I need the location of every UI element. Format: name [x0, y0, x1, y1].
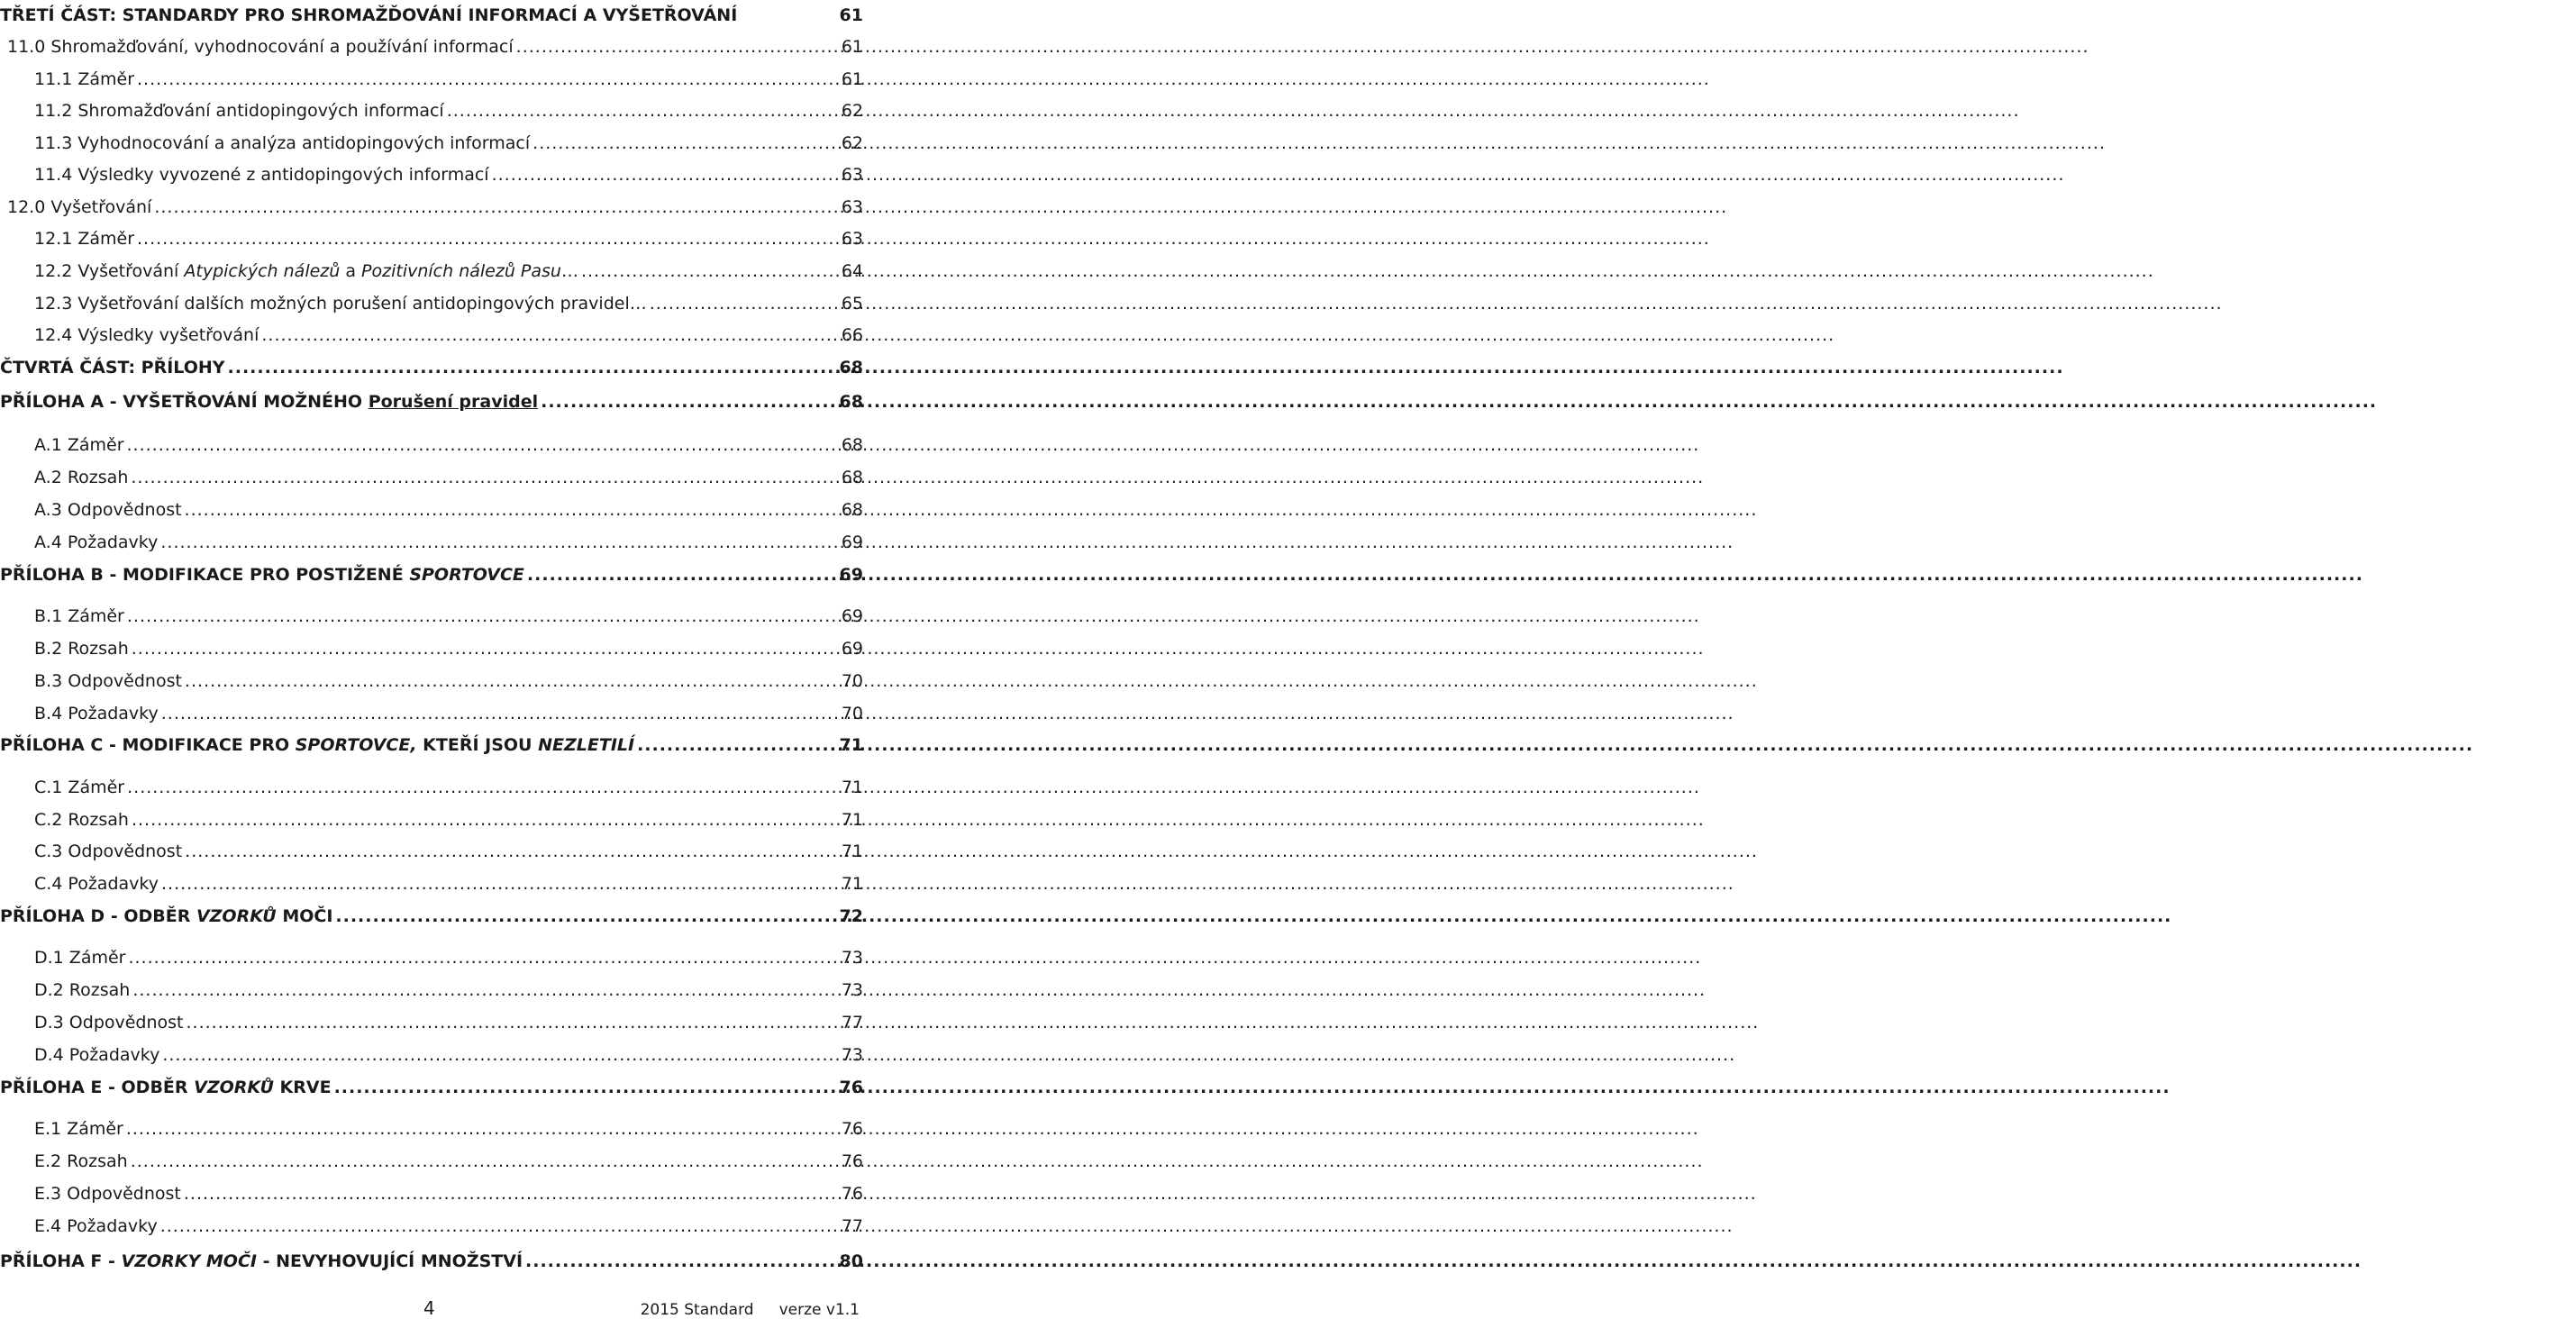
toc-page-number: 61 — [841, 37, 863, 57]
footer-page-number: 4 — [423, 1297, 435, 1319]
toc-entry-title-part: KRVE — [273, 1078, 332, 1097]
toc-entry-title — [34, 1044, 159, 1066]
toc-entry-title — [34, 703, 159, 724]
footer-version: verze v1.1 — [778, 1301, 860, 1319]
toc-entry[interactable] — [0, 391, 865, 413]
toc-entry[interactable] — [0, 1044, 865, 1066]
toc-entry-title — [34, 841, 182, 862]
toc-entry-title-part: PŘÍLOHA E - ODBĚR — [0, 1078, 195, 1097]
toc-entry-title-part: 12.1 Záměr — [34, 229, 135, 249]
toc-page-number: 73 — [841, 980, 863, 1000]
toc-entry[interactable] — [0, 734, 865, 756]
toc-dot-leader — [184, 1183, 839, 1205]
toc-entry[interactable] — [0, 100, 865, 122]
toc-entry-title-part: C.1 Záměr — [34, 778, 125, 797]
toc-entry-title — [34, 293, 647, 314]
toc-entry-title — [34, 68, 134, 90]
toc-page-number: 76 — [839, 1078, 863, 1097]
toc-page-number: 69 — [841, 606, 863, 626]
toc-dot-leader — [160, 1215, 839, 1237]
toc-entry-title-part: VZORKY MOČI — [121, 1251, 257, 1271]
toc-entry-title-part: NEZLETILÍ — [538, 735, 635, 755]
toc-page-number: 76 — [841, 1151, 863, 1171]
toc-page-number: 68 — [841, 468, 863, 487]
toc-dot-leader — [132, 979, 838, 1001]
toc-entry[interactable] — [0, 670, 865, 692]
toc-entry-title — [0, 905, 332, 927]
toc-dot-leader — [637, 734, 836, 756]
toc-page-number: 62 — [841, 133, 863, 153]
toc-entry-title-part: E.3 Odpovědnost — [34, 1184, 181, 1204]
toc-entry[interactable] — [0, 196, 865, 218]
toc-entry-title — [7, 36, 514, 58]
toc-page-number: 61 — [841, 69, 863, 89]
toc-entry-title-part: A.4 Požadavky — [34, 532, 159, 552]
toc-entry-title — [34, 979, 130, 1001]
toc-entry-title — [34, 164, 489, 186]
toc-entry-title-part: 11.2 Shromažďování antidopingových informací — [34, 101, 444, 121]
toc-entry-title-part: - NEVYHOVUJÍCÍ MNOŽSTVÍ — [256, 1251, 523, 1271]
toc-entry-title-part: 12.3 Vyšetřování dalších možných porušení antidopingových pravidel… — [34, 294, 647, 314]
toc-dot-leader — [161, 703, 839, 724]
footer-doc-name: 2015 Standard — [640, 1301, 754, 1319]
toc-entry-title — [34, 1215, 158, 1237]
toc-entry-title-part: 11.3 Vyhodnocování a analýza antidopingových informací — [34, 133, 531, 153]
toc-entry-title — [34, 638, 129, 660]
toc-page-number: 71 — [841, 778, 863, 797]
toc-dot-leader — [160, 532, 838, 553]
toc-entry[interactable] — [0, 873, 865, 895]
toc-entry-title — [34, 100, 444, 122]
toc-page-number: 76 — [841, 1184, 863, 1204]
toc-entry-title-part: B.1 Záměr — [34, 606, 124, 626]
toc-entry-title-part: Pozitivních nálezů Pasu — [361, 261, 561, 281]
toc-dot-leader — [161, 873, 839, 895]
toc-entry[interactable] — [0, 1151, 865, 1172]
toc-entry-title — [0, 1251, 523, 1272]
toc-dot-leader — [228, 357, 837, 378]
toc-entry-title — [34, 1118, 123, 1140]
toc-entry-title — [0, 564, 524, 586]
toc-dot-leader — [185, 670, 839, 692]
toc-dot-leader — [581, 260, 839, 282]
toc-page-number: 71 — [841, 841, 863, 861]
toc-entry-title-part: VZORKŮ — [194, 1078, 274, 1097]
toc-entry[interactable] — [0, 777, 865, 798]
toc-dot-leader — [131, 1151, 839, 1172]
toc-entry-title — [34, 1151, 128, 1172]
toc-dot-leader — [516, 36, 839, 58]
toc-entry-title — [34, 670, 182, 692]
toc-page-number: 73 — [841, 1045, 863, 1065]
toc-entry-title-part: 12.0 Vyšetřování — [7, 197, 152, 217]
toc-entry-title-part: B.3 Odpovědnost — [34, 671, 182, 691]
toc-entry[interactable] — [0, 324, 865, 346]
toc-dot-leader — [187, 1012, 839, 1033]
toc-entry-title-part: C.4 Požadavky — [34, 874, 159, 894]
toc-entry-title-part: D.3 Odpovědnost — [34, 1013, 184, 1032]
toc-entry-title-part: a — [340, 261, 362, 281]
toc-entry-title — [0, 391, 538, 413]
toc-entry-title-part: Porušení pravidel — [368, 392, 539, 412]
toc-entry-title-part: MOČI — [276, 906, 333, 926]
toc-entry-title-part: D.1 Záměr — [34, 948, 126, 968]
toc-entry-title-part: 11.4 Výsledky vyvozené z antidopingových informací — [34, 165, 489, 185]
toc-entry-title — [34, 1012, 184, 1033]
toc-page-number: 66 — [841, 325, 863, 345]
toc-entry[interactable] — [0, 841, 865, 862]
toc-page-number: 71 — [841, 874, 863, 894]
toc-dot-leader — [492, 164, 839, 186]
toc-page-number: 77 — [841, 1013, 863, 1032]
toc-entry-title — [0, 734, 634, 756]
toc-dot-leader — [126, 1118, 839, 1140]
toc-dot-leader — [527, 564, 837, 586]
toc-entry-title-part: B.4 Požadavky — [34, 704, 159, 723]
toc-entry[interactable] — [0, 68, 865, 90]
toc-page-number: 62 — [841, 101, 863, 121]
toc-entry[interactable] — [0, 703, 865, 724]
toc-dot-leader — [334, 1077, 837, 1098]
toc-entry-title-part: E.4 Požadavky — [34, 1216, 158, 1236]
toc-entry[interactable] — [0, 638, 865, 660]
toc-entry[interactable] — [0, 1251, 865, 1272]
toc-entry-title-part: 11.0 Shromažďování, vyhodnocování a používání informací — [7, 37, 514, 57]
toc-dot-leader — [525, 1251, 837, 1272]
toc-entry-title-part: 12.4 Výsledky vyšetřování — [34, 325, 259, 345]
toc-page-number: 63 — [841, 229, 863, 249]
toc-page-number: 77 — [841, 1216, 863, 1236]
toc-entry[interactable] — [0, 228, 865, 250]
toc-entry-title-part: E.2 Rozsah — [34, 1151, 128, 1171]
toc-page-number: 71 — [841, 810, 863, 830]
toc-entry[interactable] — [0, 164, 865, 186]
toc-entry-title-part: D.4 Požadavky — [34, 1045, 160, 1065]
toc-entry[interactable] — [0, 434, 865, 456]
toc-entry-title-part: … — [560, 261, 578, 281]
toc-entry-title — [34, 947, 125, 969]
toc-entry[interactable] — [0, 132, 865, 154]
toc-dot-leader — [650, 293, 839, 314]
toc-entry-title-part: A.3 Odpovědnost — [34, 500, 182, 520]
toc-page-number: 80 — [839, 1251, 863, 1271]
toc-entry-title-part: A.1 Záměr — [34, 435, 124, 455]
toc-page-number: 69 — [841, 639, 863, 659]
toc-entry[interactable] — [0, 905, 865, 927]
toc-entry-title-part: PŘÍLOHA D - ODBĚR — [0, 906, 196, 926]
toc-entry[interactable] — [0, 1215, 865, 1237]
toc-page-number: 63 — [841, 197, 863, 217]
toc-dot-leader — [127, 777, 839, 798]
toc-entry-title-part: VZORKŮ — [196, 906, 277, 926]
toc-page-number: 69 — [839, 565, 863, 585]
toc-page-number: 65 — [841, 294, 863, 314]
toc-page-number: 68 — [839, 358, 863, 378]
toc-entry-title-part: C.2 Rozsah — [34, 810, 129, 830]
toc-entry-title-part: A.2 Rozsah — [34, 468, 129, 487]
toc-page-number: 69 — [841, 532, 863, 552]
toc-dot-leader — [137, 228, 839, 250]
toc-entry-title-part: 12.2 Vyšetřování — [34, 261, 185, 281]
toc-entry[interactable] — [0, 1012, 865, 1033]
toc-dot-leader — [132, 638, 839, 660]
toc-entry-title — [34, 809, 129, 831]
footer-document-info — [641, 1301, 860, 1319]
toc-entry[interactable] — [0, 1118, 865, 1140]
toc-entry-title — [34, 1183, 181, 1205]
toc-entry[interactable] — [0, 564, 865, 586]
toc-entry-title-part: B.2 Rozsah — [34, 639, 129, 659]
toc-page-number: 71 — [839, 735, 863, 755]
toc-entry-title — [34, 532, 158, 553]
toc-dot-leader — [185, 499, 839, 521]
toc-entry-title-part: PŘÍLOHA F - — [0, 1251, 122, 1271]
toc-entry-title — [34, 873, 159, 895]
toc-entry-title-part: E.1 Záměr — [34, 1119, 123, 1139]
toc-page-number: 68 — [839, 392, 863, 412]
toc-entry-title — [34, 499, 182, 521]
toc-entry-title-part: PŘÍLOHA A - VYŠETŘOVÁNÍ MOŽNÉHO — [0, 392, 369, 412]
toc-entry-title — [34, 434, 124, 456]
toc-dot-leader — [447, 100, 839, 122]
toc-dot-leader — [154, 196, 838, 218]
toc-page-number: 73 — [841, 948, 863, 968]
toc-entry-title — [34, 132, 530, 154]
toc-entry-title-part: KTEŘÍ JSOU — [416, 735, 539, 755]
toc-entry[interactable] — [0, 5, 865, 26]
toc-entry-title — [34, 324, 259, 346]
toc-page-number: 70 — [841, 704, 863, 723]
toc-entry-title-part: TŘETÍ ČÁST: STANDARDY PRO SHROMAŽĎOVÁNÍ INFORMACÍ A VYŠETŘOVÁNÍ — [0, 5, 738, 25]
toc-page-number: 70 — [841, 671, 863, 691]
toc-dot-leader — [132, 809, 839, 831]
toc-dot-leader — [335, 905, 836, 927]
toc-dot-leader — [261, 324, 838, 346]
toc-page-number: 64 — [841, 261, 863, 281]
toc-entry[interactable] — [0, 532, 865, 553]
toc-entry-title-part: ČTVRTÁ ČÁST: PŘÍLOHY — [0, 358, 225, 378]
toc-dot-leader — [532, 132, 839, 154]
toc-entry[interactable] — [0, 809, 865, 831]
toc-entry-title-part: PŘÍLOHA B - MODIFIKACE PRO POSTIŽENÉ — [0, 565, 410, 585]
toc-page-number: 68 — [841, 435, 863, 455]
toc-entry-title-part: SPORTOVCE, — [295, 735, 417, 755]
toc-entry-title — [34, 605, 124, 627]
toc-entry[interactable] — [0, 979, 865, 1001]
toc-entry-title — [34, 228, 134, 250]
toc-dot-leader — [162, 1044, 838, 1066]
toc-dot-leader — [127, 605, 839, 627]
toc-dot-leader — [541, 391, 836, 413]
toc-entry[interactable] — [0, 1077, 865, 1098]
toc-entry[interactable] — [0, 605, 865, 627]
toc-page-number: 61 — [839, 5, 863, 25]
toc-page-number: 63 — [841, 165, 863, 185]
toc-dot-leader — [131, 467, 838, 488]
toc-entry-title-part: 11.1 Záměr — [34, 69, 135, 89]
toc-entry[interactable] — [0, 260, 865, 282]
toc-entry[interactable] — [0, 467, 865, 488]
toc-entry-title-part: PŘÍLOHA C - MODIFIKACE PRO — [0, 735, 296, 755]
toc-page-number: 72 — [839, 906, 863, 926]
toc-entry-title — [0, 357, 225, 378]
toc-dot-leader — [127, 434, 839, 456]
toc-entry-title-part: C.3 Odpovědnost — [34, 841, 183, 861]
toc-entry-title — [0, 5, 737, 26]
toc-entry[interactable] — [0, 1183, 865, 1205]
toc-entry[interactable] — [0, 499, 865, 521]
toc-entry-title-part: Atypických nálezů — [184, 261, 341, 281]
toc-entry[interactable] — [0, 947, 865, 969]
toc-entry-title — [7, 196, 151, 218]
toc-entry[interactable] — [0, 36, 865, 58]
toc-entry-title — [34, 260, 578, 282]
toc-entry-title-part: D.2 Rozsah — [34, 980, 131, 1000]
toc-page-number: 68 — [841, 500, 863, 520]
toc-entry-title-part: SPORTOVCE — [409, 565, 524, 585]
toc-entry[interactable] — [0, 293, 865, 314]
toc-entry[interactable] — [0, 357, 865, 378]
toc-entry-title — [0, 1077, 332, 1098]
toc-dot-leader — [137, 68, 839, 90]
toc-page-number: 76 — [841, 1119, 863, 1139]
toc-entry-title — [34, 777, 124, 798]
toc-entry-title — [34, 467, 128, 488]
toc-dot-leader — [185, 841, 839, 862]
toc-dot-leader — [128, 947, 838, 969]
